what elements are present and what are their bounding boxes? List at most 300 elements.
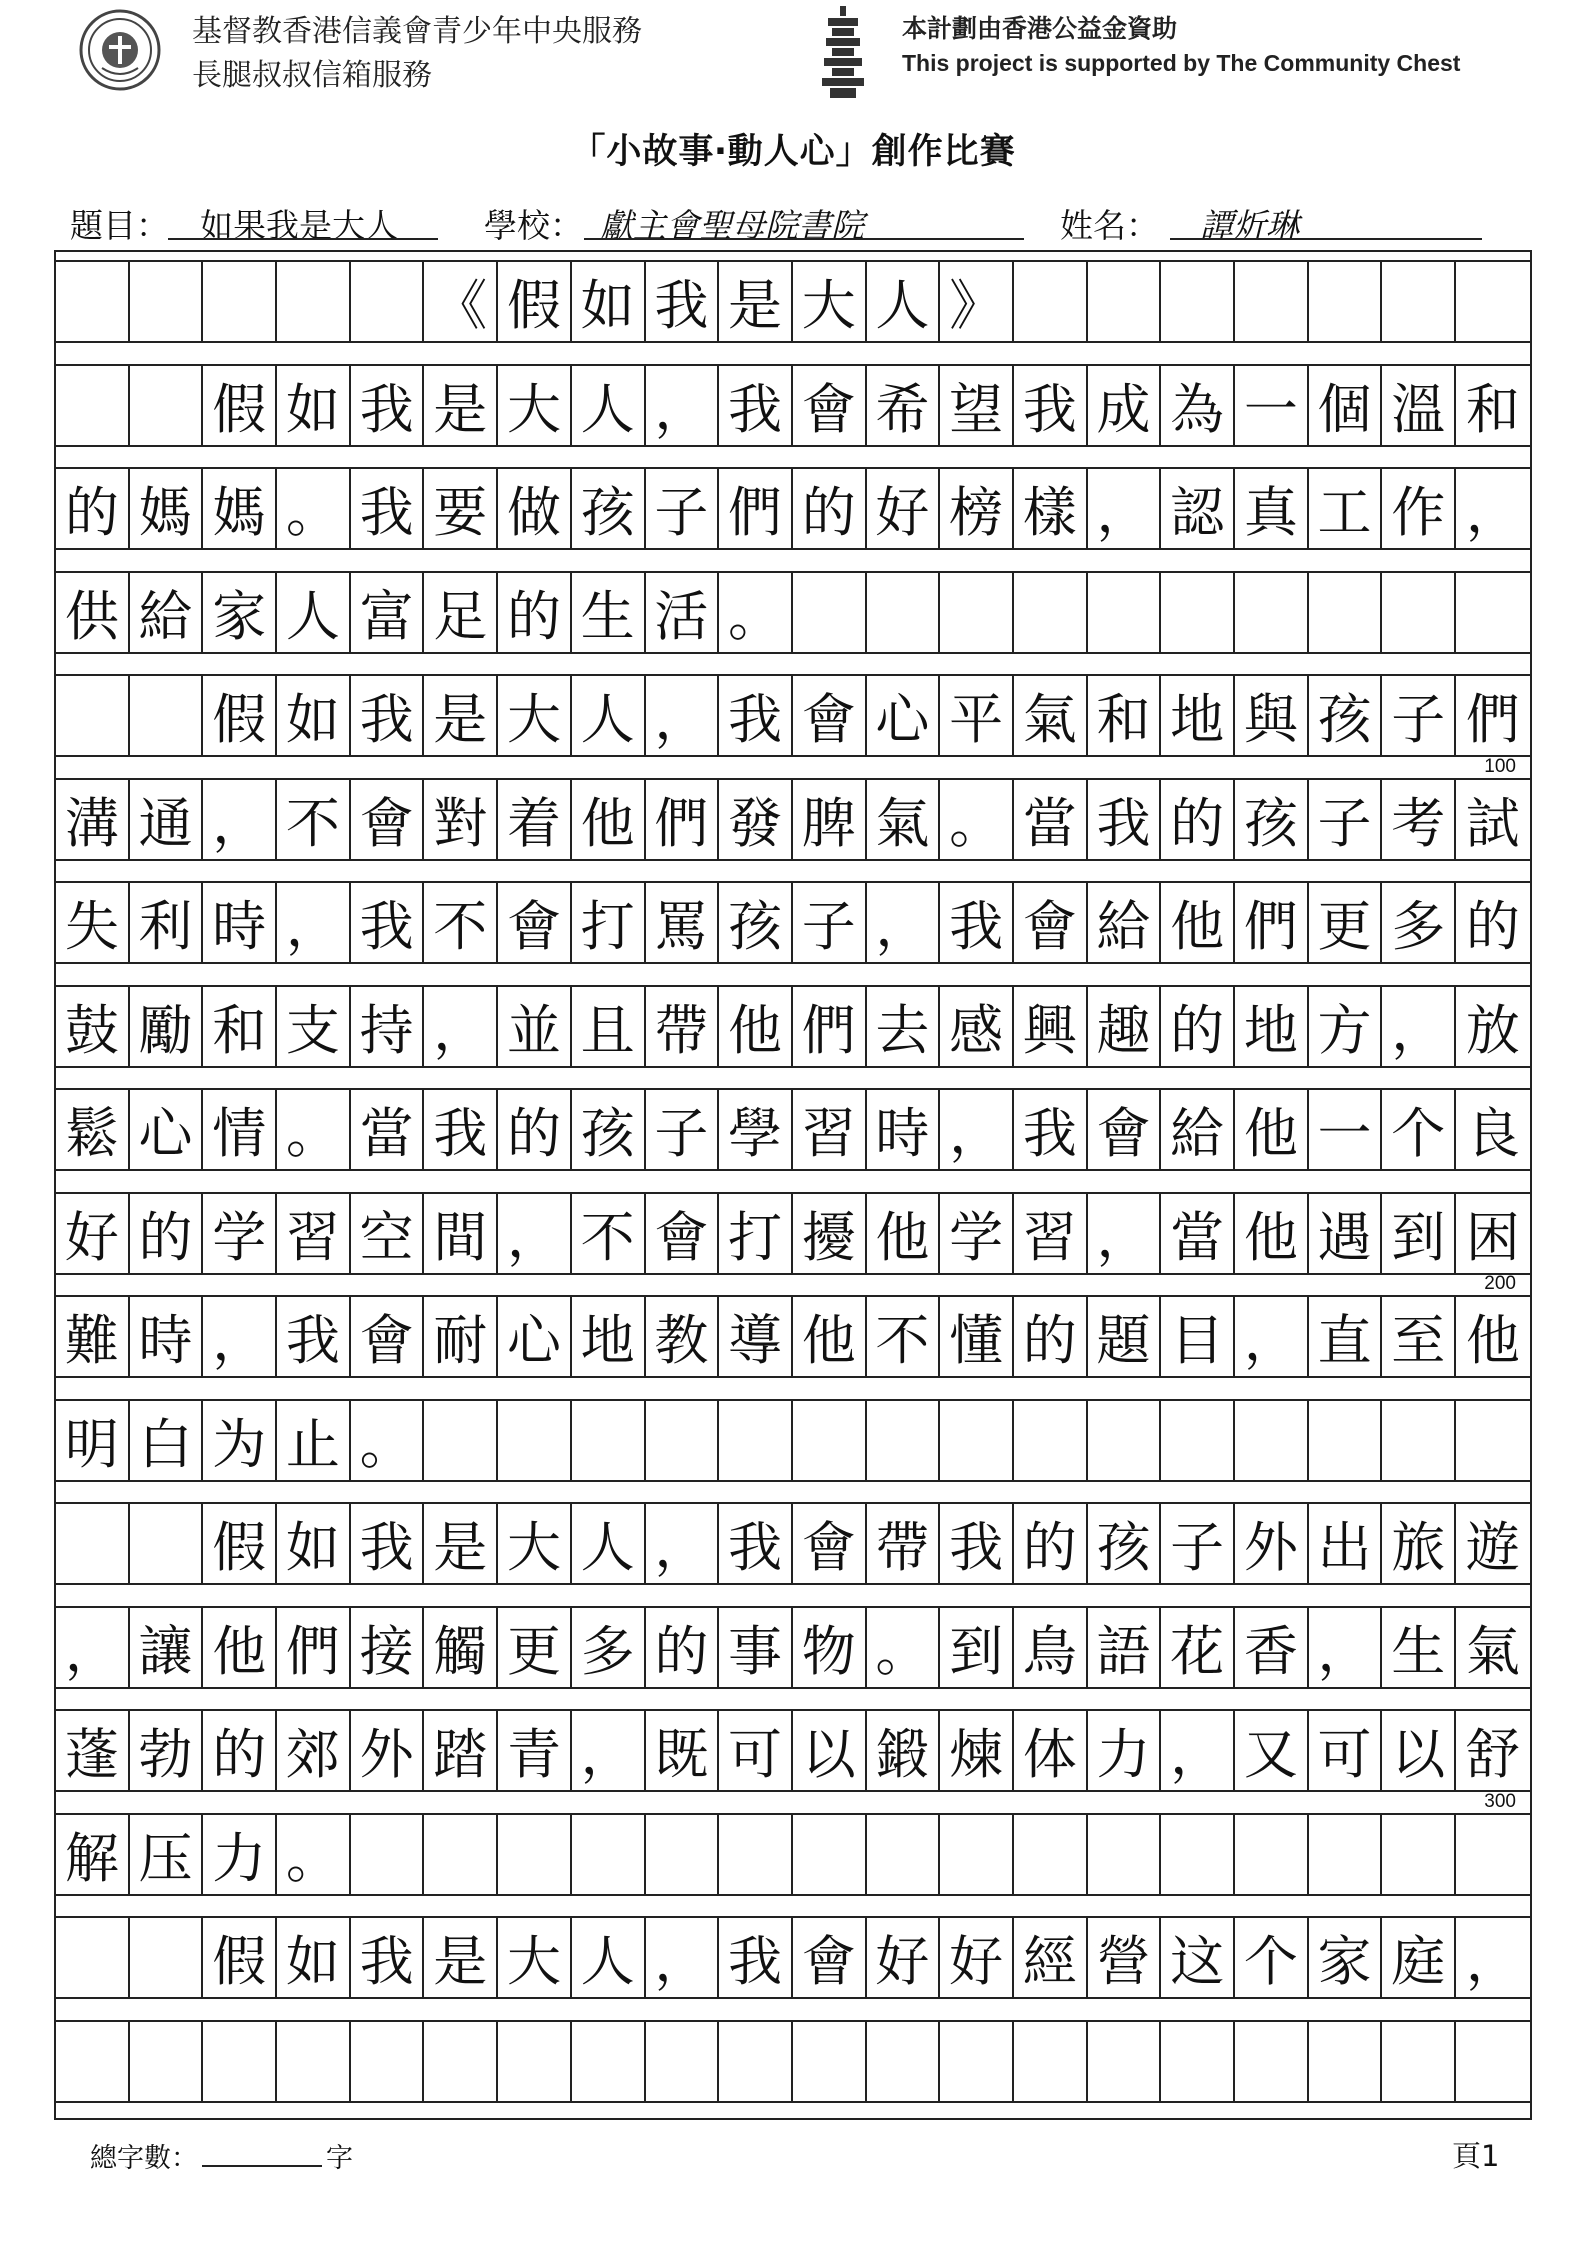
sponsor-en: This project is supported by The Community Chest xyxy=(902,50,1461,76)
grid-cell: 子 xyxy=(1382,674,1456,757)
grid-cell: 會 xyxy=(793,1916,867,1999)
grid-cell: 好 xyxy=(867,467,941,550)
grid-cell: 與 xyxy=(1235,674,1309,757)
grid-cell: 子 xyxy=(646,467,720,550)
grid-cell: 。 xyxy=(277,1813,351,1896)
grid-cell: 蓬 xyxy=(56,1709,130,1792)
grid-cell: 和 xyxy=(1088,674,1162,757)
grid-cell xyxy=(1161,571,1235,654)
grid-cell: 到 xyxy=(940,1606,1014,1689)
grid-cell xyxy=(1014,260,1088,343)
grid-cell xyxy=(1235,1399,1309,1482)
grid-cell: 的 xyxy=(1161,985,1235,1068)
grid-cell: 。 xyxy=(940,778,1014,861)
grid-cell: 人 xyxy=(572,1502,646,1585)
grid-cell: 子 xyxy=(646,1088,720,1171)
grid-cell xyxy=(277,2020,351,2103)
grid-cell xyxy=(1161,260,1235,343)
grid-cell: 我 xyxy=(351,881,425,964)
grid-cell: 目 xyxy=(1161,1295,1235,1378)
grid-cell: 鬆 xyxy=(56,1088,130,1171)
total-word-count xyxy=(90,2136,353,2175)
grid-cell: 會 xyxy=(793,674,867,757)
grid-cell xyxy=(646,2020,720,2103)
grid-cell: 不 xyxy=(424,881,498,964)
grid-cell: 好 xyxy=(867,1916,941,1999)
grid-cell: 空 xyxy=(351,1192,425,1275)
grid-row xyxy=(56,1916,1530,1999)
grid-cell: ， xyxy=(646,364,720,447)
org-name-line1: 基督教香港信義會青少年中央服務 xyxy=(192,14,642,49)
grid-cell: ， xyxy=(203,1295,277,1378)
grid-cell: 的 xyxy=(646,1606,720,1689)
grid-cell xyxy=(130,1502,204,1585)
grid-cell: 會 xyxy=(351,1295,425,1378)
grid-cell: 孩 xyxy=(1235,778,1309,861)
grid-cell: 題 xyxy=(1088,1295,1162,1378)
grid-cell: 不 xyxy=(277,778,351,861)
grid-cell: 會 xyxy=(793,1502,867,1585)
grid-cell: 的 xyxy=(130,1192,204,1275)
grid-cell: 教 xyxy=(646,1295,720,1378)
school-value: 獻主會聖母院書院 xyxy=(600,206,864,245)
grid-cell: 營 xyxy=(1088,1916,1162,1999)
grid-cell xyxy=(498,1399,572,1482)
grid-cell: 个 xyxy=(1235,1916,1309,1999)
character-count-marker: 100 xyxy=(1484,755,1516,777)
grid-row xyxy=(56,1502,1530,1585)
grid-cell xyxy=(498,2020,572,2103)
grid-cell: 更 xyxy=(1309,881,1383,964)
grid-cell xyxy=(1309,571,1383,654)
grid-cell: ， xyxy=(867,881,941,964)
grid-cell xyxy=(1456,1813,1530,1896)
grid-cell: 家 xyxy=(203,571,277,654)
grid-cell: 給 xyxy=(1161,1088,1235,1171)
grid-cell: 假 xyxy=(203,674,277,757)
grid-cell xyxy=(424,2020,498,2103)
grid-cell xyxy=(1456,2020,1530,2103)
grid-cell: 會 xyxy=(1014,881,1088,964)
grid-cell xyxy=(1382,1813,1456,1896)
grid-cell xyxy=(1456,571,1530,654)
grid-cell: 大 xyxy=(498,364,572,447)
grid-cell xyxy=(203,260,277,343)
grid-cell: 以 xyxy=(1382,1709,1456,1792)
grid-cell: 又 xyxy=(1235,1709,1309,1792)
grid-cell: 是 xyxy=(719,260,793,343)
grid-cell: 語 xyxy=(1088,1606,1162,1689)
grid-cell: 他 xyxy=(793,1295,867,1378)
grid-cell: 們 xyxy=(646,778,720,861)
grid-cell: 的 xyxy=(203,1709,277,1792)
total-unit: 字 xyxy=(326,2143,353,2174)
grid-cell: 我 xyxy=(351,467,425,550)
grid-cell: ， xyxy=(1309,1606,1383,1689)
grid-cell: 人 xyxy=(867,260,941,343)
grid-cell xyxy=(572,1813,646,1896)
grid-cell: 時 xyxy=(867,1088,941,1171)
grid-cell xyxy=(1456,1399,1530,1482)
grid-row xyxy=(56,778,1530,861)
grid-cell: 是 xyxy=(424,674,498,757)
grid-cell xyxy=(130,1916,204,1999)
grid-cell xyxy=(1309,2020,1383,2103)
grid-cell: 地 xyxy=(1161,674,1235,757)
grid-cell xyxy=(1309,260,1383,343)
grid-cell xyxy=(1161,1813,1235,1896)
grid-cell xyxy=(867,2020,941,2103)
grid-cell xyxy=(572,1399,646,1482)
grid-cell xyxy=(1014,1399,1088,1482)
grid-cell: 人 xyxy=(277,571,351,654)
grid-cell: 的 xyxy=(498,571,572,654)
grid-cell: ， xyxy=(646,674,720,757)
character-count-marker: 300 xyxy=(1484,1790,1516,1812)
grid-cell: 人 xyxy=(572,674,646,757)
grid-cell: 活 xyxy=(646,571,720,654)
grid-cell: 鼓 xyxy=(56,985,130,1068)
grid-cell: 白 xyxy=(130,1399,204,1482)
grid-cell: 多 xyxy=(572,1606,646,1689)
grid-cell: 的 xyxy=(1014,1502,1088,1585)
grid-cell: 孩 xyxy=(572,1088,646,1171)
contest-title: 「小故事‧動人心」創作比賽 xyxy=(570,132,1016,172)
grid-cell: 平 xyxy=(940,674,1014,757)
grid-cell xyxy=(940,1813,1014,1896)
grid-cell xyxy=(1161,2020,1235,2103)
grid-cell: 感 xyxy=(940,985,1014,1068)
grid-cell: 去 xyxy=(867,985,941,1068)
grid-cell: 止 xyxy=(277,1399,351,1482)
grid-cell xyxy=(867,571,941,654)
grid-cell xyxy=(719,2020,793,2103)
grid-cell: 如 xyxy=(277,1502,351,1585)
grid-cell: ， xyxy=(1456,467,1530,550)
grid-cell xyxy=(793,1813,867,1896)
grid-cell: 習 xyxy=(793,1088,867,1171)
school-label: 學校： xyxy=(484,206,583,245)
grid-cell: 好 xyxy=(56,1192,130,1275)
grid-cell xyxy=(424,1813,498,1896)
grid-cell xyxy=(572,2020,646,2103)
grid-cell: 工 xyxy=(1309,467,1383,550)
grid-cell: 假 xyxy=(203,364,277,447)
grid-cell: 富 xyxy=(351,571,425,654)
grid-cell: 可 xyxy=(1309,1709,1383,1792)
grid-cell: 勃 xyxy=(130,1709,204,1792)
grid-cell: 打 xyxy=(719,1192,793,1275)
grid-row xyxy=(56,364,1530,447)
grid-cell: 至 xyxy=(1382,1295,1456,1378)
grid-cell: 的 xyxy=(498,1088,572,1171)
grid-cell: 打 xyxy=(572,881,646,964)
grid-cell: 旅 xyxy=(1382,1502,1456,1585)
grid-cell: 讓 xyxy=(130,1606,204,1689)
grid-row xyxy=(56,1813,1530,1896)
grid-cell: 給 xyxy=(1088,881,1162,964)
grid-cell xyxy=(793,571,867,654)
grid-cell xyxy=(646,1399,720,1482)
grid-cell: 失 xyxy=(56,881,130,964)
grid-cell: 香 xyxy=(1235,1606,1309,1689)
grid-cell: 我 xyxy=(351,364,425,447)
grid-cell xyxy=(940,1399,1014,1482)
grid-cell: 利 xyxy=(130,881,204,964)
grid-cell: 心 xyxy=(867,674,941,757)
grid-cell xyxy=(1309,1813,1383,1896)
grid-cell: 我 xyxy=(719,1502,793,1585)
grid-cell: 們 xyxy=(793,985,867,1068)
grid-cell: 氣 xyxy=(1014,674,1088,757)
grid-cell: 要 xyxy=(424,467,498,550)
grid-cell: ， xyxy=(56,1606,130,1689)
grid-cell: 大 xyxy=(498,1916,572,1999)
grid-cell: 人 xyxy=(572,1916,646,1999)
grid-row xyxy=(56,1606,1530,1689)
grid-cell: 舒 xyxy=(1456,1709,1530,1792)
sponsor-statement xyxy=(902,12,1460,80)
grid-cell: 大 xyxy=(498,1502,572,1585)
grid-cell: 帶 xyxy=(646,985,720,1068)
grid-cell xyxy=(203,2020,277,2103)
grid-row xyxy=(56,1088,1530,1171)
grid-cell: 的 xyxy=(56,467,130,550)
grid-cell: 當 xyxy=(351,1088,425,1171)
name-label: 姓名： xyxy=(1060,206,1159,245)
grid-cell: 学 xyxy=(940,1192,1014,1275)
grid-cell: 解 xyxy=(56,1813,130,1896)
grid-cell: 勵 xyxy=(130,985,204,1068)
grid-cell: 我 xyxy=(1014,1088,1088,1171)
grid-cell: 為 xyxy=(1161,364,1235,447)
grid-cell: 不 xyxy=(867,1295,941,1378)
grid-cell: 脾 xyxy=(793,778,867,861)
grid-cell xyxy=(940,2020,1014,2103)
grid-cell: 子 xyxy=(1309,778,1383,861)
grid-cell: 力 xyxy=(1088,1709,1162,1792)
grid-cell: 我 xyxy=(277,1295,351,1378)
grid-cell: 他 xyxy=(572,778,646,861)
grid-cell: 良 xyxy=(1456,1088,1530,1171)
grid-cell: 方 xyxy=(1309,985,1383,1068)
grid-cell xyxy=(351,1813,425,1896)
grid-cell: 罵 xyxy=(646,881,720,964)
grid-cell: 如 xyxy=(277,1916,351,1999)
grid-cell: 和 xyxy=(203,985,277,1068)
grid-cell: 家 xyxy=(1309,1916,1383,1999)
grid-cell xyxy=(867,1399,941,1482)
grid-cell: ， xyxy=(277,881,351,964)
grid-cell xyxy=(130,364,204,447)
grid-cell: 媽 xyxy=(130,467,204,550)
grid-cell: 心 xyxy=(498,1295,572,1378)
grid-cell: 我 xyxy=(646,260,720,343)
grid-cell: 會 xyxy=(498,881,572,964)
grid-cell: 压 xyxy=(130,1813,204,1896)
grid-cell: ， xyxy=(572,1709,646,1792)
grid-cell: 孩 xyxy=(1088,1502,1162,1585)
grid-cell: 孩 xyxy=(572,467,646,550)
grid-cell: 的 xyxy=(793,467,867,550)
grid-cell: 供 xyxy=(56,571,130,654)
grid-cell: 是 xyxy=(424,1916,498,1999)
grid-cell: 鍛 xyxy=(867,1709,941,1792)
grid-cell: 當 xyxy=(1161,1192,1235,1275)
grid-cell xyxy=(793,1399,867,1482)
grid-cell: 好 xyxy=(940,1916,1014,1999)
grid-row xyxy=(56,985,1530,1068)
grid-row xyxy=(56,1709,1530,1792)
grid-row xyxy=(56,2020,1530,2103)
grid-cell: 放 xyxy=(1456,985,1530,1068)
grid-cell: 他 xyxy=(1235,1088,1309,1171)
grid-cell: 觸 xyxy=(424,1606,498,1689)
grid-cell: 外 xyxy=(351,1709,425,1792)
grid-cell xyxy=(1088,260,1162,343)
grid-row xyxy=(56,1295,1530,1378)
name-value: 譚炘琳 xyxy=(1200,206,1299,245)
grid-cell: ， xyxy=(1456,1916,1530,1999)
grid-cell: 個 xyxy=(1309,364,1383,447)
grid-cell: 他 xyxy=(1161,881,1235,964)
grid-row xyxy=(56,1192,1530,1275)
grid-cell: 會 xyxy=(351,778,425,861)
grid-cell: 我 xyxy=(1014,364,1088,447)
grid-cell xyxy=(1014,571,1088,654)
grid-cell xyxy=(351,2020,425,2103)
grid-cell xyxy=(277,260,351,343)
community-chest-pagoda-icon xyxy=(820,4,866,100)
grid-cell: 如 xyxy=(277,364,351,447)
grid-cell: 个 xyxy=(1382,1088,1456,1171)
grid-cell: 且 xyxy=(572,985,646,1068)
grid-cell: 我 xyxy=(351,1502,425,1585)
grid-cell: 我 xyxy=(351,1916,425,1999)
grid-cell xyxy=(56,1916,130,1999)
grid-cell: 通 xyxy=(130,778,204,861)
grid-cell: ， xyxy=(646,1916,720,1999)
grid-cell: 情 xyxy=(203,1088,277,1171)
grid-row xyxy=(56,571,1530,654)
grid-cell xyxy=(719,1813,793,1896)
grid-cell xyxy=(1456,260,1530,343)
grid-cell: 是 xyxy=(424,364,498,447)
grid-cell xyxy=(1088,2020,1162,2103)
grid-cell: 假 xyxy=(203,1502,277,1585)
grid-cell: 孩 xyxy=(1309,674,1383,757)
grid-cell: 。 xyxy=(719,571,793,654)
grid-cell xyxy=(424,1399,498,1482)
grid-cell xyxy=(56,364,130,447)
grid-cell: 明 xyxy=(56,1399,130,1482)
grid-cell xyxy=(130,2020,204,2103)
grid-cell: ， xyxy=(498,1192,572,1275)
grid-cell: 望 xyxy=(940,364,1014,447)
grid-cell: 考 xyxy=(1382,778,1456,861)
grid-cell: 煉 xyxy=(940,1709,1014,1792)
topic-value: 如果我是大人 xyxy=(200,206,398,245)
grid-cell: ， xyxy=(1382,985,1456,1068)
grid-cell: 對 xyxy=(424,778,498,861)
grid-cell: 他 xyxy=(203,1606,277,1689)
grid-cell: 持 xyxy=(351,985,425,1068)
grid-cell: 我 xyxy=(940,1502,1014,1585)
grid-cell: 以 xyxy=(793,1709,867,1792)
grid-cell: 力 xyxy=(203,1813,277,1896)
grid-row xyxy=(56,467,1530,550)
grid-cell: 溫 xyxy=(1382,364,1456,447)
grid-cell: 樣 xyxy=(1014,467,1088,550)
grid-cell: 溝 xyxy=(56,778,130,861)
grid-cell: ， xyxy=(203,778,277,861)
grid-cell: 《 xyxy=(424,260,498,343)
grid-cell: 真 xyxy=(1235,467,1309,550)
total-value-blank xyxy=(202,2145,322,2167)
grid-cell: 們 xyxy=(277,1606,351,1689)
grid-cell: 擾 xyxy=(793,1192,867,1275)
grid-cell: 假 xyxy=(203,1916,277,1999)
grid-cell: 時 xyxy=(130,1295,204,1378)
grid-cell xyxy=(1382,260,1456,343)
grid-cell: 多 xyxy=(1382,881,1456,964)
grid-cell: 做 xyxy=(498,467,572,550)
grid-cell: 希 xyxy=(867,364,941,447)
org-name-line2: 長腿叔叔信箱服務 xyxy=(192,58,432,93)
grid-cell: 物 xyxy=(793,1606,867,1689)
grid-cell: 導 xyxy=(719,1295,793,1378)
grid-cell: ， xyxy=(1088,1192,1162,1275)
grid-cell: 習 xyxy=(277,1192,351,1275)
lutheran-cross-seal-icon xyxy=(78,8,162,92)
grid-cell: 媽 xyxy=(203,467,277,550)
grid-cell: 更 xyxy=(498,1606,572,1689)
grid-cell: 这 xyxy=(1161,1916,1235,1999)
topic-label: 題目： xyxy=(70,206,169,245)
grid-cell: 一 xyxy=(1309,1088,1383,1171)
grid-cell: 事 xyxy=(719,1606,793,1689)
grid-cell: 。 xyxy=(277,467,351,550)
grid-cell xyxy=(1235,1813,1309,1896)
grid-cell xyxy=(56,2020,130,2103)
grid-cell: 他 xyxy=(1456,1295,1530,1378)
sponsor-zh: 本計劃由香港公益金資助 xyxy=(902,14,1178,43)
grid-cell: 興 xyxy=(1014,985,1088,1068)
grid-cell xyxy=(1309,1399,1383,1482)
grid-cell: 試 xyxy=(1456,778,1530,861)
grid-cell: ， xyxy=(646,1502,720,1585)
grid-cell: 們 xyxy=(1235,881,1309,964)
grid-cell: 的 xyxy=(1161,778,1235,861)
grid-cell: 會 xyxy=(793,364,867,447)
grid-cell xyxy=(1014,1813,1088,1896)
grid-cell: ， xyxy=(940,1088,1014,1171)
grid-cell: 人 xyxy=(572,364,646,447)
grid-cell: 間 xyxy=(424,1192,498,1275)
grid-cell xyxy=(1235,2020,1309,2103)
grid-cell: 成 xyxy=(1088,364,1162,447)
grid-row xyxy=(56,674,1530,757)
grid-cell: 他 xyxy=(867,1192,941,1275)
grid-row xyxy=(56,881,1530,964)
grid-cell: 可 xyxy=(719,1709,793,1792)
grid-cell xyxy=(1088,1813,1162,1896)
grid-cell: 的 xyxy=(1014,1295,1088,1378)
grid-cell: 遊 xyxy=(1456,1502,1530,1585)
grid-cell: 發 xyxy=(719,778,793,861)
grid-cell: 足 xyxy=(424,571,498,654)
grid-cell: 榜 xyxy=(940,467,1014,550)
